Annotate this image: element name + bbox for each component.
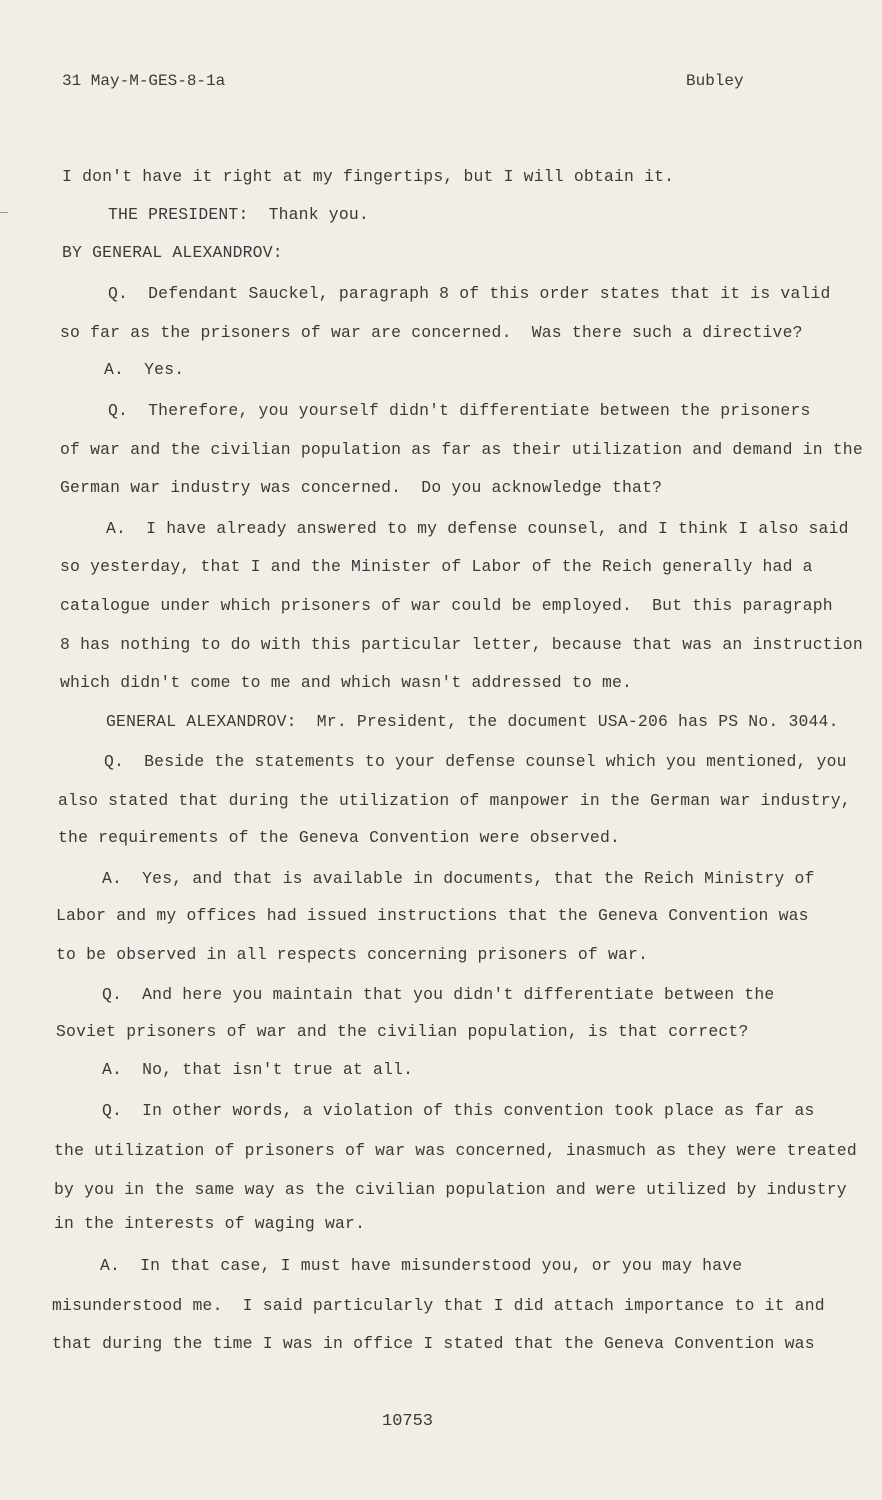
text-line: Q. Defendant Sauckel, paragraph 8 of this order states that it is valid — [108, 284, 831, 303]
text-line: so far as the prisoners of war are concerned. Was there such a directive? — [60, 323, 803, 342]
text-line: A. Yes, and that is available in documents, that the Reich Ministry of — [102, 869, 815, 888]
text-line: Q. Therefore, you yourself didn't differentiate between the prisoners — [108, 401, 811, 420]
text-line: A. In that case, I must have misunderstood you, or you may have — [100, 1256, 743, 1275]
text-line: also stated that during the utilization of manpower in the German war industry, — [58, 791, 851, 810]
text-line: so yesterday, that I and the Minister of Labor of the Reich generally had a — [60, 557, 813, 576]
text-line: misunderstood me. I said particularly that I did attach importance to it and — [52, 1296, 825, 1315]
text-line: A. I have already answered to my defense counsel, and I think I also said — [106, 519, 849, 538]
text-line: THE PRESIDENT: Thank you. — [108, 205, 369, 224]
text-line: Q. In other words, a violation of this convention took place as far as — [102, 1101, 815, 1120]
text-line: catalogue under which prisoners of war could be employed. But this paragraph — [60, 596, 833, 615]
text-line: the utilization of prisoners of war was concerned, inasmuch as they were treated — [54, 1141, 857, 1160]
text-line: German war industry was concerned. Do you acknowledge that? — [60, 478, 663, 497]
text-line: that during the time I was in office I stated that the Geneva Convention was — [52, 1334, 815, 1353]
document-reference: 31 May-M-GES-8-1a — [62, 72, 226, 90]
reporter-name: Bubley — [686, 72, 744, 90]
text-line: Labor and my offices had issued instructions that the Geneva Convention was — [56, 906, 809, 925]
text-line: in the interests of waging war. — [54, 1214, 366, 1233]
text-line: A. No, that isn't true at all. — [102, 1060, 414, 1079]
text-line: to be observed in all respects concerning prisoners of war. — [56, 945, 649, 964]
text-line: by you in the same way as the civilian population and were utilized by industry — [54, 1180, 847, 1199]
text-line: I don't have it right at my fingertips, but I will obtain it. — [62, 167, 675, 186]
text-line: GENERAL ALEXANDROV: Mr. President, the document USA-206 has PS No. 3044. — [106, 712, 839, 731]
text-line: BY GENERAL ALEXANDROV: — [62, 243, 283, 262]
text-line: the requirements of the Geneva Convention were observed. — [58, 828, 621, 847]
text-line: Q. And here you maintain that you didn't differentiate between the — [102, 985, 775, 1004]
text-line: which didn't come to me and which wasn't addressed to me. — [60, 673, 633, 692]
page-number: 10753 — [382, 1412, 434, 1431]
margin-mark — [0, 212, 8, 213]
text-line: 8 has nothing to do with this particular letter, because that was an instruction — [60, 635, 863, 654]
text-line: Q. Beside the statements to your defense counsel which you mentioned, you — [104, 752, 847, 771]
text-line: Soviet prisoners of war and the civilian population, is that correct? — [56, 1022, 749, 1041]
text-line: of war and the civilian population as far as their utilization and demand in the — [60, 440, 863, 459]
text-line: A. Yes. — [104, 360, 185, 379]
